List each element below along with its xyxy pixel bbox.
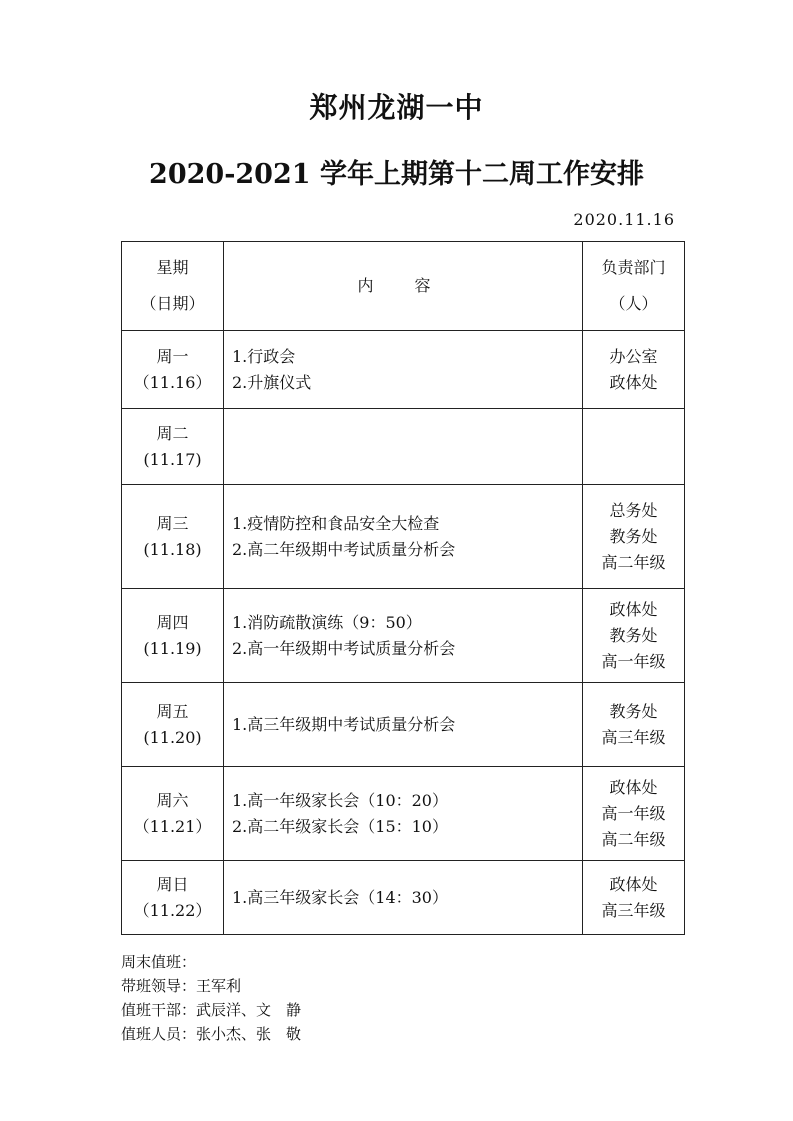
row-day: 周一 xyxy=(156,346,189,366)
row-day: 周五 xyxy=(156,701,189,721)
row-dept-item: 政体处 xyxy=(609,372,658,392)
table-header-row xyxy=(122,242,685,331)
row-content-cell xyxy=(224,683,583,767)
row-date: (11.18) xyxy=(143,539,202,559)
duty-footer xyxy=(121,950,301,1046)
row-dept-item: 高三年级 xyxy=(601,727,666,747)
row-day: 周三 xyxy=(156,513,189,533)
row-dept-item: 政体处 xyxy=(609,874,658,894)
row-day-cell xyxy=(122,861,224,935)
row-content-cell xyxy=(224,589,583,683)
row-dept-item: 政体处 xyxy=(609,599,658,619)
row-dept-cell xyxy=(583,485,685,589)
header-dept-line1: 负责部门 xyxy=(601,258,666,277)
row-day-cell xyxy=(122,485,224,589)
schedule-table xyxy=(121,241,685,935)
document-title: 2020-2021 学年上期第十二周工作安排 xyxy=(149,159,644,190)
duty-cadres: 值班干部：武辰洋、文 静 xyxy=(121,1001,302,1019)
row-dept-item: 教务处 xyxy=(609,526,658,546)
row-content-item: 2.高一年级期中考试质量分析会 xyxy=(232,638,456,658)
row-dept-cell xyxy=(583,683,685,767)
row-dept-item: 总务处 xyxy=(609,500,658,520)
header-day-line2: （日期） xyxy=(140,294,205,313)
row-dept-cell xyxy=(583,861,685,935)
row-date: （11.21） xyxy=(133,816,212,836)
row-content-cell xyxy=(224,485,583,589)
row-content-item: 2.高二年级期中考试质量分析会 xyxy=(232,539,456,559)
row-date: (11.17) xyxy=(143,449,202,469)
row-dept-cell xyxy=(583,409,685,485)
header-dept xyxy=(583,242,685,331)
row-dept-item: 教务处 xyxy=(609,625,658,645)
row-content-item: 1.高三年级期中考试质量分析会 xyxy=(232,714,456,734)
row-date: （11.16） xyxy=(133,372,212,392)
document-date: 2020.11.16 xyxy=(573,210,675,229)
row-content-cell xyxy=(224,409,583,485)
table-row xyxy=(122,331,685,409)
row-content-item: 1.高三年级家长会（14：30） xyxy=(232,887,448,907)
row-content-cell xyxy=(224,767,583,861)
row-dept-cell xyxy=(583,767,685,861)
weekend-duty-label: 周末值班： xyxy=(121,953,197,971)
row-content-item: 1.行政会 xyxy=(232,346,296,366)
row-content-item: 1.疫情防控和食品安全大检查 xyxy=(232,513,440,533)
row-day-cell xyxy=(122,331,224,409)
row-dept-item: 高二年级 xyxy=(601,829,666,849)
row-content-cell xyxy=(224,331,583,409)
row-day-cell xyxy=(122,589,224,683)
row-dept-cell xyxy=(583,589,685,683)
row-dept-item: 高二年级 xyxy=(601,552,666,572)
row-dept-item: 政体处 xyxy=(609,777,658,797)
table-row xyxy=(122,683,685,767)
header-dept-line2: （人） xyxy=(609,294,658,313)
table-body xyxy=(122,331,685,935)
row-day-cell xyxy=(122,683,224,767)
table-row xyxy=(122,589,685,683)
row-date: （11.22） xyxy=(133,900,212,920)
header-day-line1: 星期 xyxy=(156,258,189,277)
row-day-cell xyxy=(122,767,224,861)
row-dept-item: 教务处 xyxy=(609,701,658,721)
row-day: 周四 xyxy=(156,612,189,632)
row-day: 周六 xyxy=(156,790,189,810)
row-date: (11.20) xyxy=(143,727,202,747)
row-day: 周日 xyxy=(156,874,189,894)
table-row xyxy=(122,861,685,935)
table-row xyxy=(122,767,685,861)
duty-leader: 带班领导：王军利 xyxy=(121,977,242,995)
row-dept-item: 办公室 xyxy=(609,346,658,366)
row-content-item: 1.消防疏散演练（9：50） xyxy=(232,612,422,632)
row-date: (11.19) xyxy=(143,638,202,658)
table-row xyxy=(122,485,685,589)
row-content-item: 2.升旗仪式 xyxy=(232,372,312,392)
header-content: 内 容 xyxy=(224,242,583,331)
row-day-cell xyxy=(122,409,224,485)
table-row xyxy=(122,409,685,485)
row-content-item: 1.高一年级家长会（10：20） xyxy=(232,790,448,810)
row-dept-item: 高一年级 xyxy=(601,651,666,671)
row-dept-item: 高一年级 xyxy=(601,803,666,823)
school-name: 郑州龙湖一中 xyxy=(309,91,484,124)
row-content-item: 2.高二年级家长会（15：10） xyxy=(232,816,448,836)
row-dept-cell xyxy=(583,331,685,409)
header-day xyxy=(122,242,224,331)
row-day: 周二 xyxy=(156,423,189,443)
duty-staff: 值班人员：张小杰、张 敬 xyxy=(121,1025,302,1043)
row-content-cell xyxy=(224,861,583,935)
row-dept-item: 高三年级 xyxy=(601,900,666,920)
